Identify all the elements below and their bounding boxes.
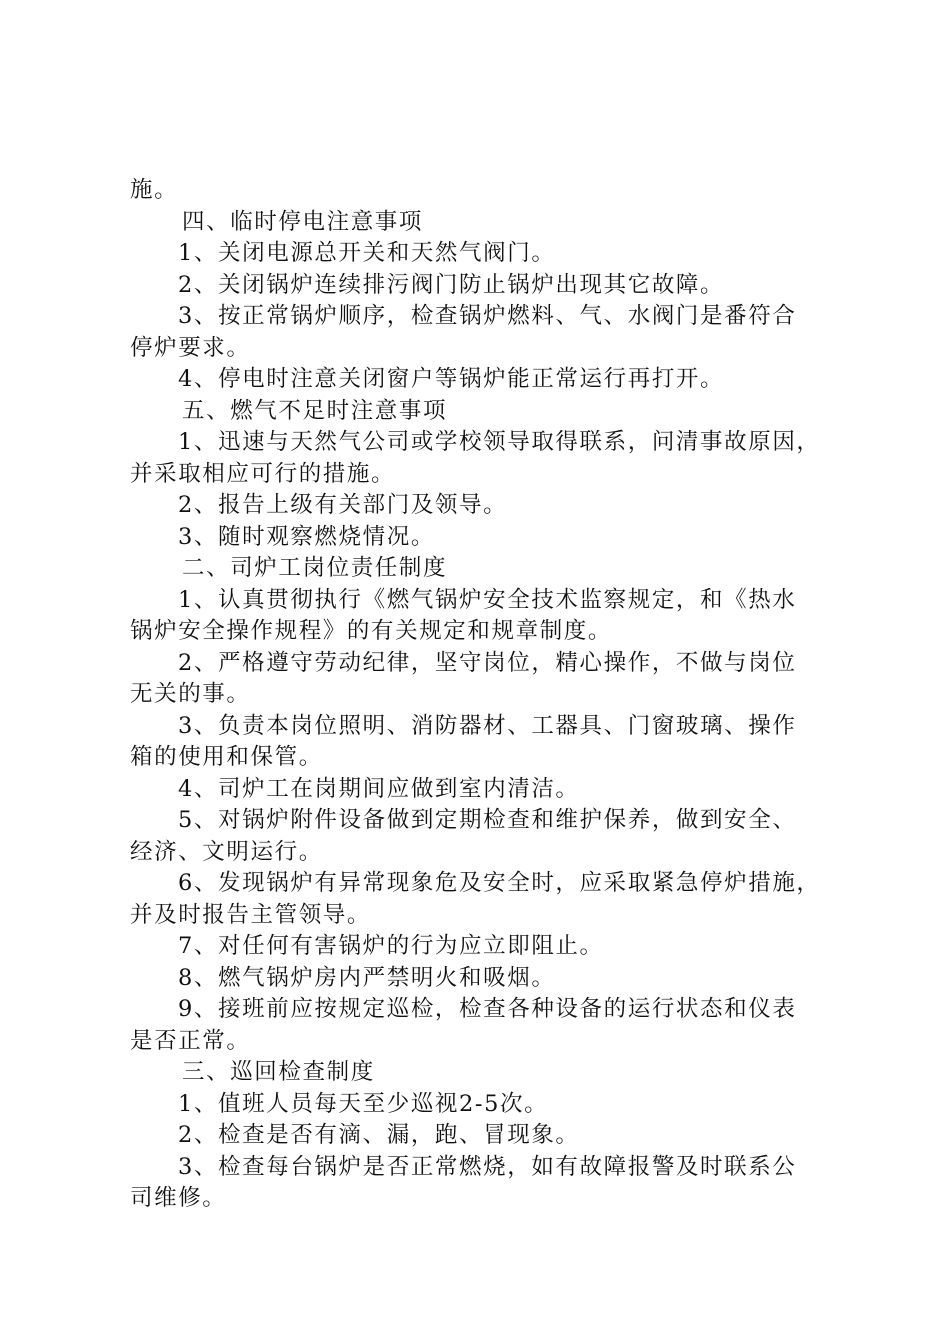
list-item: 4、司炉工在岗期间应做到室内清洁。 — [178, 775, 580, 802]
section-heading: 三、巡回检查制度 — [182, 1059, 375, 1085]
list-item: 4、停电时注意关闭窗户等锅炉能正常运行再打开。 — [178, 366, 725, 392]
section-heading: 五、燃气不足时注意事项 — [182, 397, 448, 424]
text-line: 司维修。 — [130, 1185, 227, 1211]
list-item: 2、严格遵守劳动纪律，坚守岗位，精心操作，不做与岗位 — [178, 649, 797, 676]
list-item: 2、报告上级有关部门及领导。 — [178, 492, 508, 518]
list-item: 1、值班人员每天至少巡视2-5次。 — [178, 1090, 549, 1117]
text-line: 是否正常。 — [130, 1027, 251, 1054]
list-item: 8、燃气锅炉房内严禁明火和吸烟。 — [178, 964, 556, 991]
list-item: 1、认真贯彻执行《燃气锅炉安全技术监察规定，和《热水 — [178, 586, 797, 613]
list-item: 3、检查每台锅炉是否正常燃烧，如有故障报警及时联系公 — [178, 1153, 797, 1180]
section-heading: 四、临时停电注意事项 — [182, 208, 424, 235]
list-item: 1、关闭电源总开关和天然气阀门。 — [178, 240, 556, 266]
list-item: 9、接班前应按规定巡检，检查各种设备的运行状态和仪表 — [178, 996, 797, 1022]
list-item: 5、对锅炉附件设备做到定期检查和维护保养，做到安全、 — [178, 807, 797, 833]
list-item: 3、按正常锅炉顺序，检查锅炉燃料、气、水阀门是番符合 — [178, 303, 797, 329]
text-line: 锅炉安全操作规程》的有关规定和规章制度。 — [130, 618, 613, 644]
text-line: 经济、文明运行。 — [130, 838, 323, 865]
list-item: 2、关闭锅炉连续排污阀门防止锅炉出现其它故障。 — [178, 271, 725, 298]
section-heading: 二、司炉工岗位责任制度 — [182, 555, 448, 581]
list-item: 2、检查是否有滴、漏，跑、冒现象。 — [178, 1122, 580, 1148]
text-line: 并及时报告主管领导。 — [130, 901, 372, 928]
text-line: 施。 — [130, 177, 179, 203]
list-item: 7、对任何有害锅炉的行为应立即阻止。 — [178, 933, 604, 959]
text-line: 无关的事。 — [130, 681, 251, 707]
list-item: 1、迅速与天然气公司或学校领导取得联系，问清事故原因， — [178, 429, 821, 455]
document-body — [130, 175, 835, 1215]
text-line: 停炉要求。 — [130, 334, 251, 361]
list-item: 3、随时观察燃烧情况。 — [178, 523, 435, 550]
list-item: 3、负责本岗位照明、消防器材、工器具、门窗玻璃、操作 — [178, 712, 797, 739]
text-line: 箱的使用和保管。 — [130, 744, 323, 770]
list-item: 6、发现锅炉有异常现象危及安全时，应采取紧急停炉措施， — [178, 870, 821, 896]
text-line: 并采取相应可行的措施。 — [130, 460, 396, 487]
